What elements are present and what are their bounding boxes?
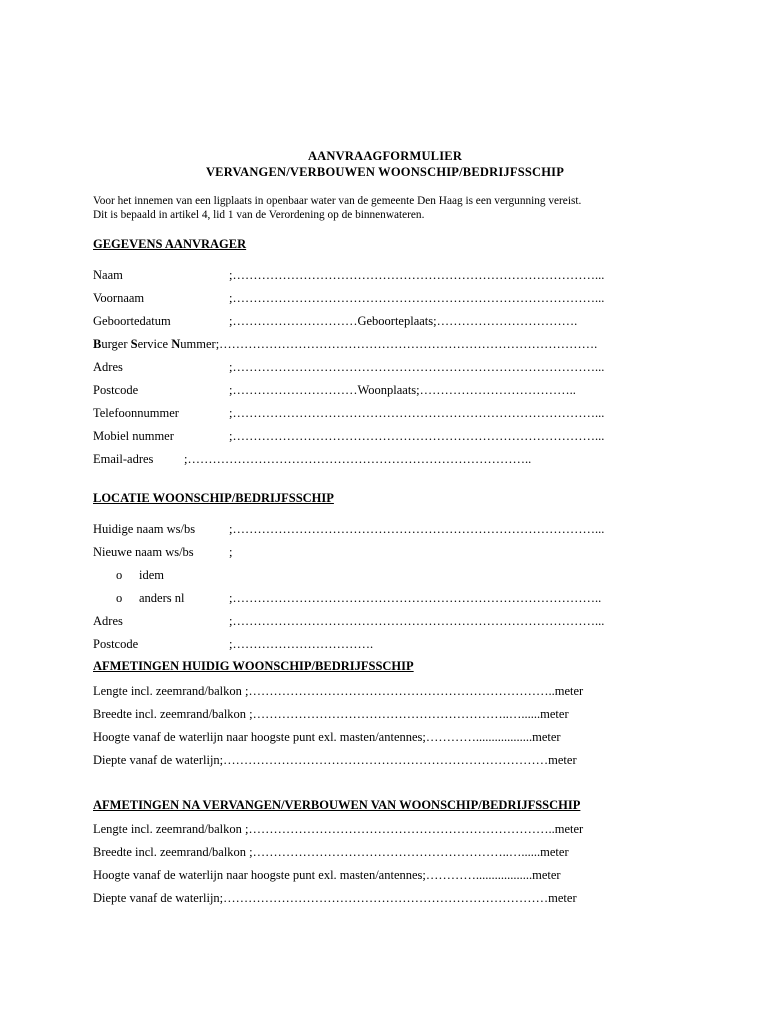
new-hoogte-field[interactable]: Hoogte vanaf de waterlijn naar hoogste punt exl. masten/antennes;…………..................meter [93,868,561,882]
new-lengte-field[interactable]: Lengte incl. zeemrand/balkon ;………………………………………………………………..meter [93,822,584,836]
huidige-naam-label: Huidige naam ws/bs [93,522,196,536]
location-heading: LOCATIE WOONSCHIP/BEDRIJFSSCHIP [93,491,334,505]
email-field[interactable]: ;……………………………………………………………………….. [184,452,532,466]
geboortedatum-label: Geboortedatum [93,314,171,328]
bsn-label [93,337,597,352]
mobiel-label: Mobiel nummer [93,429,174,443]
voornaam-label: Voornaam [93,291,145,305]
bsn-field[interactable]: ;………………………………………………………………………………. [215,337,598,351]
adres-field[interactable]: ;……………………………………………………………………………... [229,360,605,374]
new-breedte-field[interactable]: Breedte incl. zeemrand/balkon ;……………………………………………………..…......meter [93,845,569,859]
bsn-word-2: ervice [137,337,172,351]
idem-label: idem [139,568,164,582]
location-adres-label: Adres [93,614,123,628]
anders-label: anders nl [139,591,185,605]
naam-field[interactable]: ;……………………………………………………………………………... [229,268,605,282]
location-postcode-field[interactable]: ;……………………………. [229,637,374,651]
email-label: Email-adres [93,452,154,466]
new-diepte-field[interactable]: Diepte vanaf de waterlijn;……………………………………………………………………meter [93,891,577,905]
idem-radio[interactable]: o [116,568,123,582]
anders-radio[interactable]: o [116,591,123,605]
adres-label: Adres [93,360,123,374]
postcode-label: Postcode [93,383,139,397]
current-dimensions-heading: AFMETINGEN HUIDIG WOONSCHIP/BEDRIJFSSCHIP [93,659,414,673]
location-postcode-label: Postcode [93,637,139,651]
postcode-woonplaats-field[interactable]: ;…………………………Woonplaats;……………………………….. [229,383,576,397]
current-breedte-field[interactable]: Breedte incl. zeemrand/balkon ;……………………………………………………..…......meter [93,707,569,721]
bsn-initial-b: B [93,337,102,351]
anders-field[interactable]: ;…………………………………………………………………………….. [229,591,602,605]
bsn-word-3: ummer [180,337,216,351]
nieuwe-naam-label: Nieuwe naam ws/bs [93,545,194,559]
current-hoogte-field[interactable]: Hoogte vanaf de waterlijn naar hoogste punt exl. masten/antennes;…………..................meter [93,730,561,744]
applicant-heading: GEGEVENS AANVRAGER [93,237,247,251]
huidige-naam-field[interactable]: ;……………………………………………………………………………... [229,522,605,536]
naam-label: Naam [93,268,123,282]
bsn-word-1: urger [101,337,131,351]
form-subtitle: VERVANGEN/VERBOUWEN WOONSCHIP/BEDRIJFSSCHIP [205,165,565,179]
geboortedatum-field[interactable]: ;…………………………Geboorteplaats;……………………………. [229,314,578,328]
intro-line-2: Dit is bepaald in artikel 4, lid 1 van de Verordening op de binnenwateren. [93,209,425,221]
nieuwe-naam-field: ; [229,545,233,559]
voornaam-field[interactable]: ;……………………………………………………………………………... [229,291,605,305]
form-title: AANVRAAGFORMULIER [307,149,463,163]
current-diepte-field[interactable]: Diepte vanaf de waterlijn;……………………………………………………………………meter [93,753,577,767]
telefoon-field[interactable]: ;……………………………………………………………………………... [229,406,605,420]
current-lengte-field[interactable]: Lengte incl. zeemrand/balkon ;………………………………………………………………..meter [93,684,584,698]
location-adres-field[interactable]: ;……………………………………………………………………………... [229,614,605,628]
bsn-initial-s: S [130,337,138,351]
mobiel-field[interactable]: ;……………………………………………………………………………... [229,429,605,443]
intro-line-1: Voor het innemen van een ligplaats in openbaar water van de gemeente Den Haag is een vergunning vereist. [93,195,582,207]
telefoon-label: Telefoonnummer [93,406,179,420]
bsn-initial-n: N [171,337,181,351]
new-dimensions-heading: AFMETINGEN NA VERVANGEN/VERBOUWEN VAN WOONSCHIP/BEDRIJFSSCHIP [93,798,581,812]
